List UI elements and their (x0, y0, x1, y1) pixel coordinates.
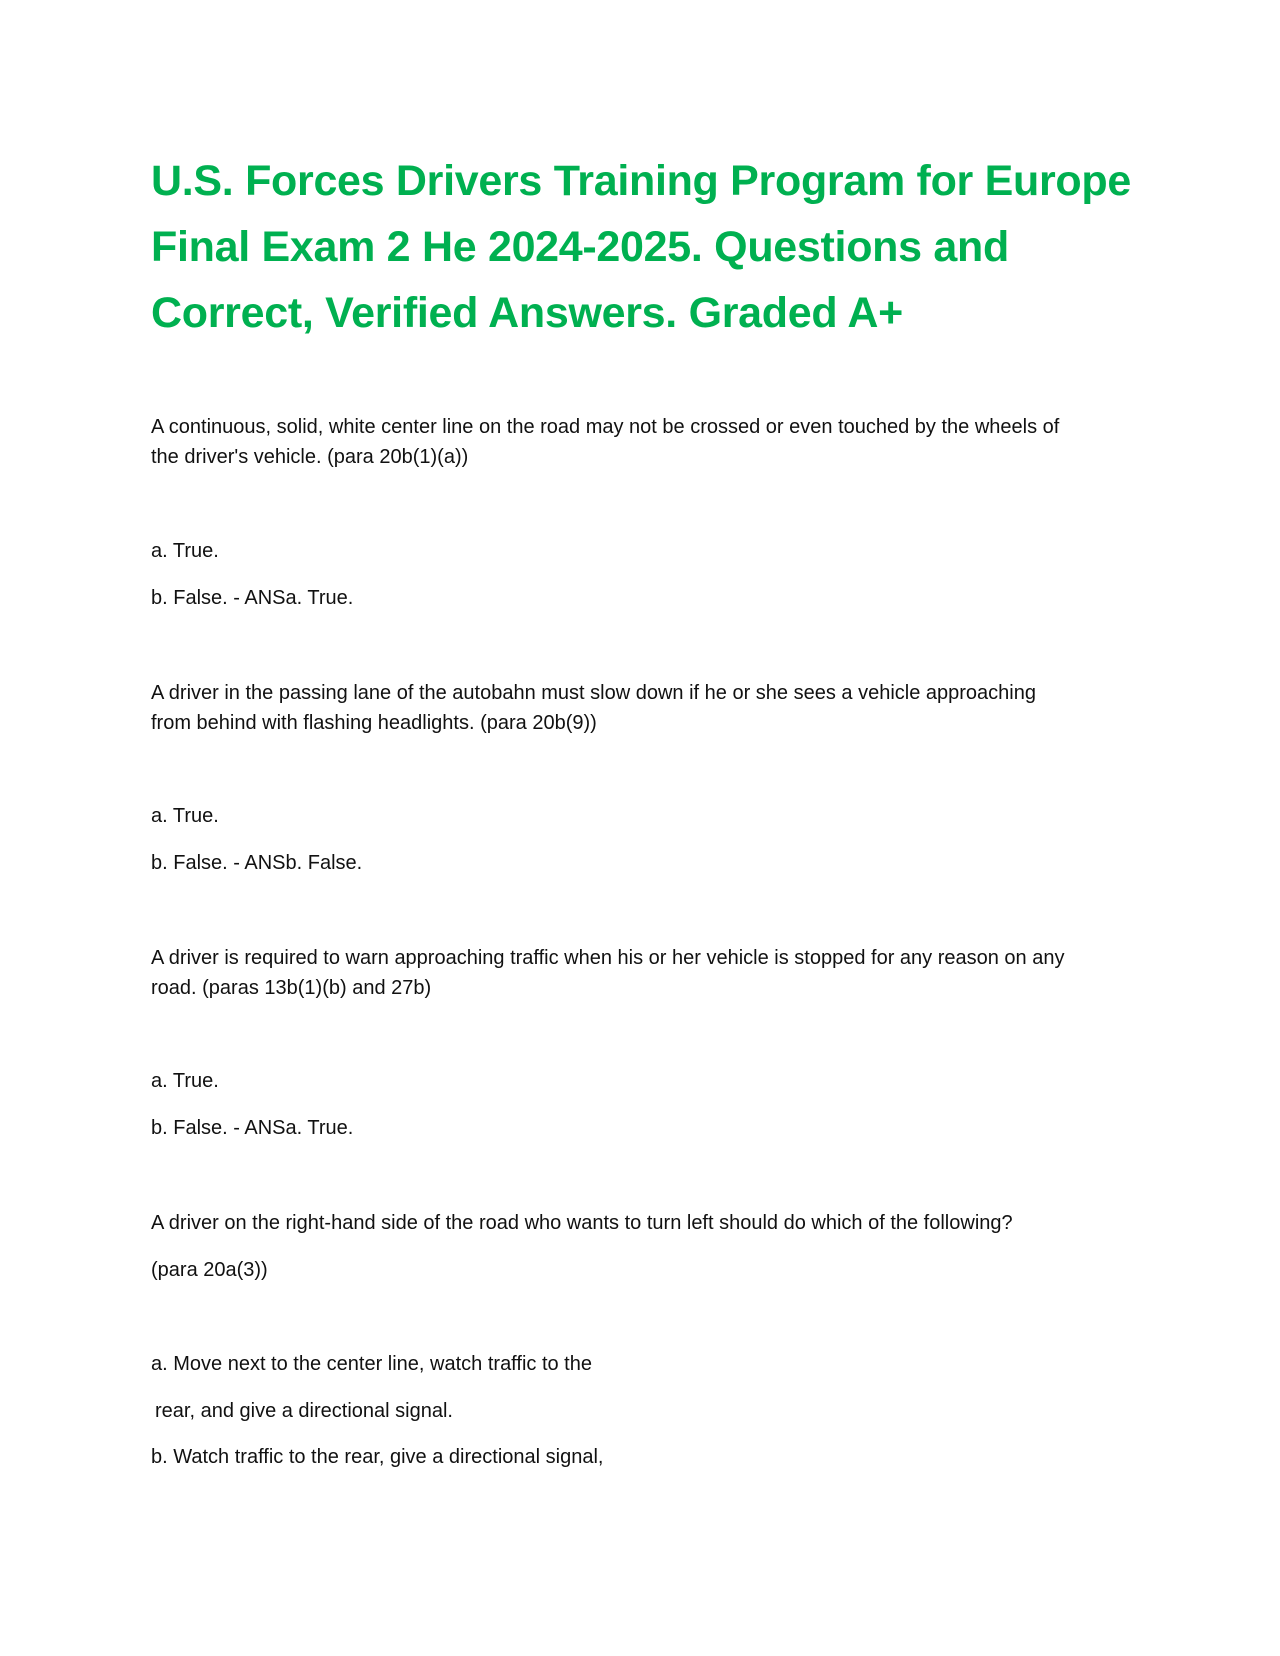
question-4-option-a-line-1: a. Move next to the center line, watch traffic to the (151, 1353, 592, 1375)
question-1-option-a: a. True. (151, 540, 219, 562)
question-2-option-a: a. True. (151, 805, 219, 827)
question-4-stem-line-2: (para 20a(3)) (151, 1259, 268, 1281)
question-1-stem-line-1: A continuous, solid, white center line on the road may not be crossed or even touched by the wheels of (151, 416, 1060, 438)
question-1-stem-line-2: the driver's vehicle. (para 20b(1)(a)) (151, 446, 469, 468)
question-4-option-b: b. Watch traffic to the rear, give a directional signal, (151, 1446, 604, 1468)
question-3-stem-line-2: road. (paras 13b(1)(b) and 27b) (151, 977, 432, 999)
question-4-option-a-line-2: rear, and give a directional signal. (155, 1400, 453, 1422)
question-3-option-a: a. True. (151, 1070, 219, 1092)
document-title: U.S. Forces Drivers Training Program for Europe Final Exam 2 He 2024-2025. Questions and Correct, Verified Answers. Graded A+ (151, 157, 1131, 337)
question-3-stem-line-1: A driver is required to warn approaching traffic when his or her vehicle is stopped for any reason on any (151, 947, 1065, 969)
question-3-option-b-answer: b. False. - ANSa. True. (151, 1117, 354, 1139)
question-4-stem-line-1: A driver on the right-hand side of the road who wants to turn left should do which of the following? (151, 1212, 1013, 1234)
question-2-stem-line-2: from behind with flashing headlights. (para 20b(9)) (151, 712, 597, 734)
question-2-stem-line-1: A driver in the passing lane of the autobahn must slow down if he or she sees a vehicle approaching (151, 682, 1036, 704)
question-1-option-b-answer: b. False. - ANSa. True. (151, 587, 354, 609)
question-2-option-b-answer: b. False. - ANSb. False. (151, 852, 363, 874)
